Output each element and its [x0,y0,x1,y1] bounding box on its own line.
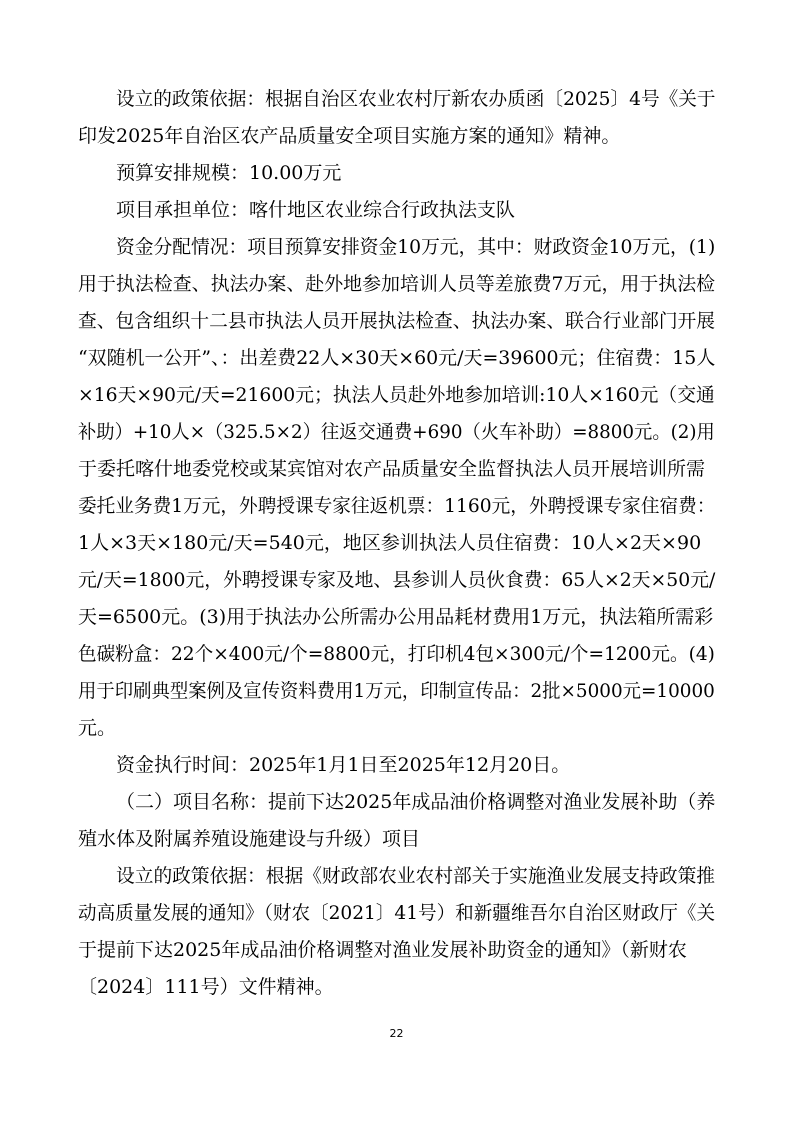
text-line: 项目承担单位：喀什地区农业综合行政执法支队 [116,199,516,221]
text-line: 资金执行时间：2025年1月1日至2025年12月20日。 [116,754,571,776]
text-line: 补助）+10人×（325.5×2）往返交通费+690（火车补助）=8800元。(2)用 [78,421,715,443]
text-line: “双随机一公开”、：出差费22人×30天×60元/天=39600元；住宿费：15人 [78,347,716,369]
text-line: 动高质量发展的通知》（财农〔2021〕41号）和新疆维吾尔自治区财政厅《关 [78,902,716,924]
text-line: 预算安排规模：10.00万元 [116,162,342,184]
text-line: 元。 [78,717,117,739]
text-line: 色碳粉盒：22个×400元/个=8800元，打印机4包×300元/个=1200元。(4) [78,643,715,665]
text-line: 1人×3天×180元/天=540元，地区参训执法人员住宿费：10人×2天×90 [78,532,702,554]
text-line: 于委托喀什地委党校或某宾馆对农产品质量安全监督执法人员开展培训所需 [78,458,706,480]
text-line: 资金分配情况：项目预算安排资金10万元，其中：财政资金10万元，(1) [116,236,716,258]
text-line: 印发2025年自治区农产品质量安全项目实施方案的通知》精神。 [78,125,621,147]
text-line: 于提前下达2025年成品油价格调整对渔业发展补助资金的通知》（新财农 [78,939,687,961]
text-line: 元/天=1800元，外聘授课专家及地、县参训人员伙食费：65人×2天×50元/ [78,569,716,591]
text-line: 〔2024〕111号）文件精神。 [78,976,334,998]
text-line: 用于执法检查、执法办案、赴外地参加培训人员等差旅费7万元，用于执法检 [78,273,716,295]
page-number: 22 [389,1027,404,1040]
text-line: 查、包含组织十二县市执法人员开展执法检查、执法办案、联合行业部门开展 [78,310,716,332]
text-line: 设立的政策依据：根据自治区农业农村厅新农办质函〔2025〕4号《关于 [116,88,716,110]
text-line: 天=6500元。(3)用于执法办公所需办公用品耗材费用1万元，执法箱所需彩 [78,606,714,628]
text-line: （二）项目名称：提前下达2025年成品油价格调整对渔业发展补助（养 [116,791,716,813]
text-line: 设立的政策依据：根据《财政部农业农村部关于实施渔业发展支持政策推 [116,865,716,887]
text-line: 委托业务费1万元，外聘授课专家往返机票：1160元，外聘授课专家住宿费： [78,495,716,517]
text-line: 殖水体及附属养殖设施建设与升级）项目 [78,828,421,850]
text-line: ×16天×90元/天=21600元；执法人员赴外地参加培训:10人×160元（交通 [78,384,715,406]
text-line: 用于印刷典型案例及宣传资料费用1万元，印制宣传品：2批×5000元=10000 [78,680,715,702]
